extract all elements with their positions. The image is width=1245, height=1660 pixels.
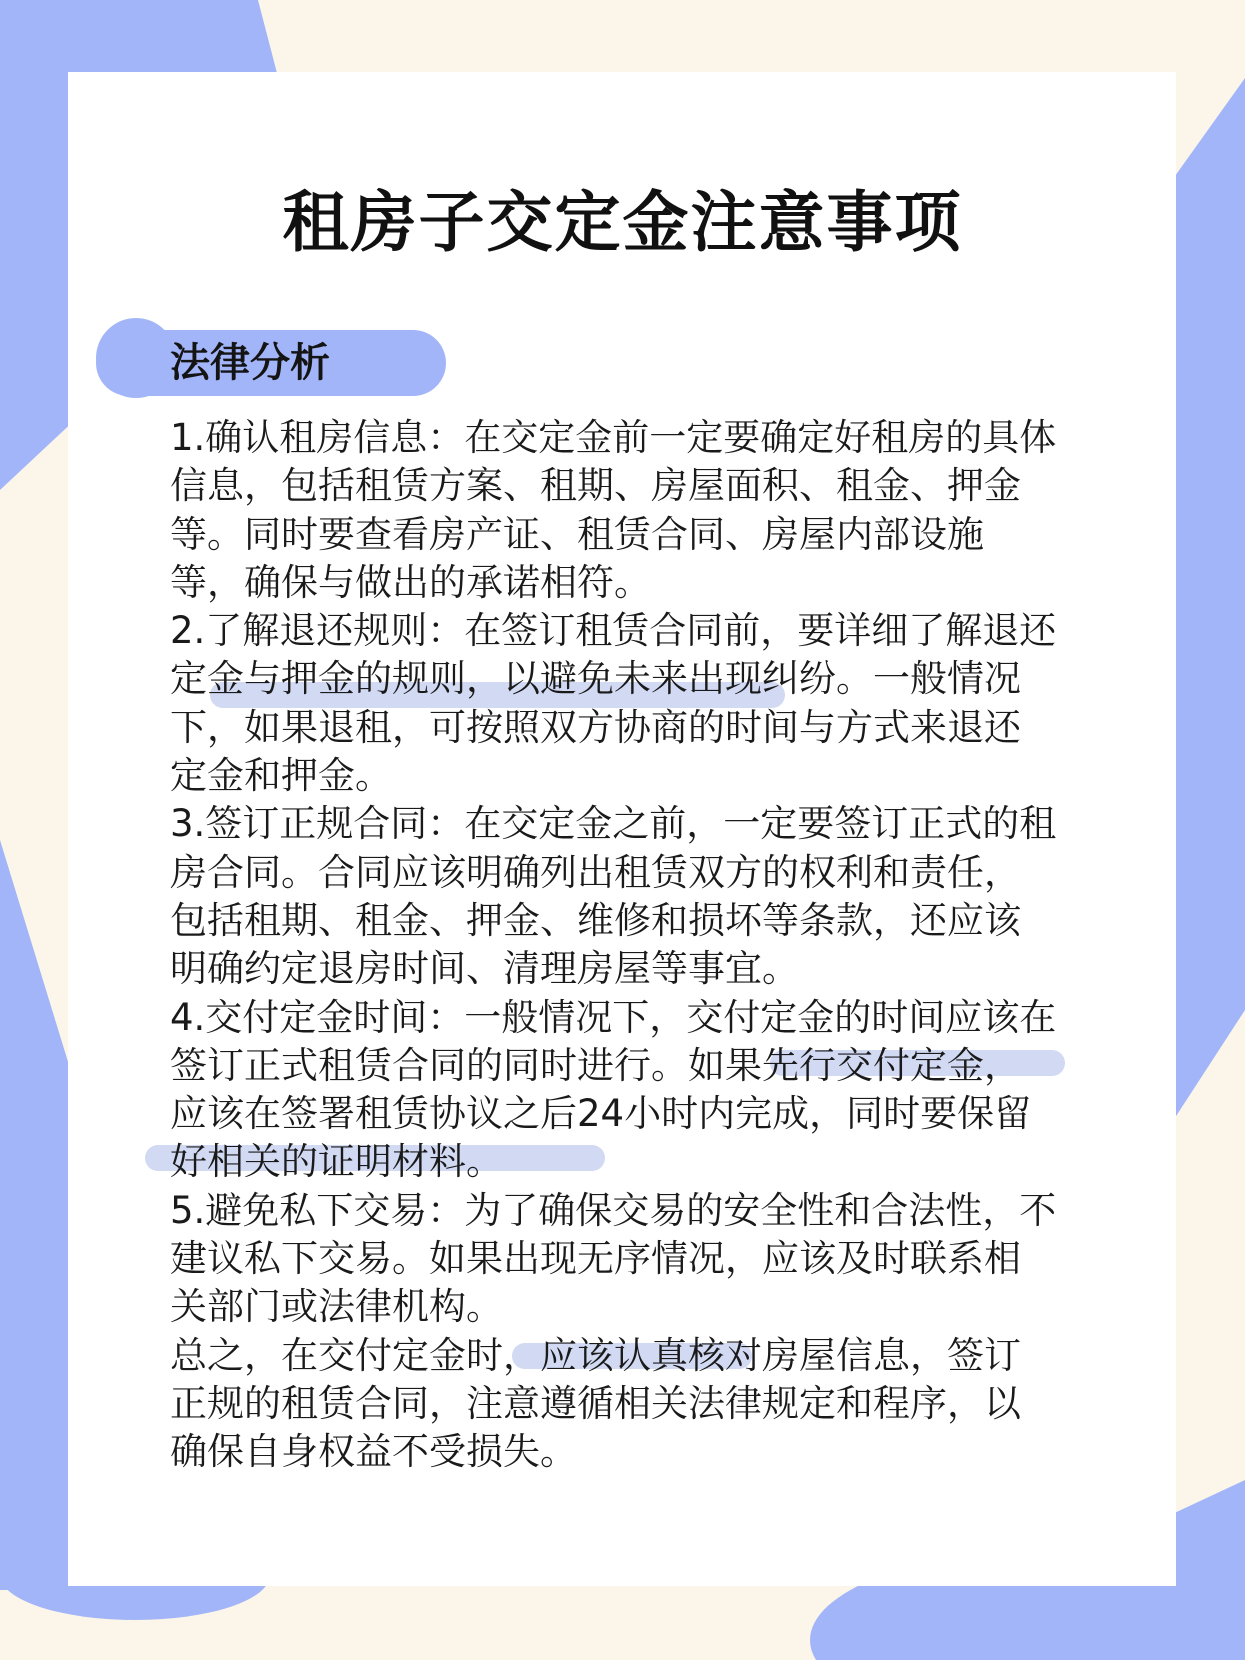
text-line: 信息，包括租赁方案、租期、房屋面积、租金、押金 [170, 464, 1021, 508]
text-line: 确保自身权益不受损失。 [170, 1430, 577, 1474]
text-line: 定金与押金的规则，以避免未来出现纠纷。一般情况 [170, 657, 1021, 701]
text-line: 等。同时要查看房产证、租赁合同、房屋内部设施 [170, 512, 984, 556]
section-label: 法律分析 [170, 340, 330, 386]
text-line: 5.避免私下交易：为了确保交易的安全性和合法性，不 [170, 1188, 1057, 1232]
text-line: 总之，在交付定金时，应该认真核对房屋信息，签订 [170, 1333, 1021, 1377]
text-line: 关部门或法律机构。 [170, 1285, 503, 1329]
text-line: 包括租期、租金、押金、维修和损坏等条款，还应该 [170, 898, 1021, 942]
text-line: 建议私下交易。如果出现无序情况，应该及时联系相 [170, 1237, 1021, 1281]
page-title: 租房子交定金注意事项 [282, 183, 963, 261]
text-line: 下，如果退租，可按照双方协商的时间与方式来退还 [170, 705, 1021, 749]
text-line: 明确约定退房时间、清理房屋等事宜。 [170, 947, 799, 991]
text-line: 正规的租赁合同，注意遵循相关法律规定和程序，以 [170, 1381, 1021, 1425]
text-line: 房合同。合同应该明确列出租赁双方的权利和责任， [170, 850, 1021, 894]
text-line: 1.确认租房信息：在交定金前一定要确定好租房的具体 [170, 416, 1057, 459]
text-line: 签订正式租赁合同的同时进行。如果先行交付定金， [170, 1043, 1021, 1087]
text-line: 好相关的证明材料。 [170, 1140, 503, 1184]
text-line: 4.交付定金时间：一般情况下，交付定金的时间应该在 [170, 995, 1057, 1039]
text-line: 等，确保与做出的承诺相符。 [170, 560, 651, 604]
legal-analysis-body [170, 414, 1130, 1477]
text-line: 2.了解退还规则：在签订租赁合同前，要详细了解退还 [170, 609, 1057, 653]
text-line: 3.签订正规合同：在交定金之前，一定要签订正式的租 [170, 802, 1057, 846]
text-line: 定金和押金。 [170, 754, 392, 798]
text-line: 应该在签署租赁协议之后24小时内完成，同时要保留 [170, 1092, 1032, 1136]
